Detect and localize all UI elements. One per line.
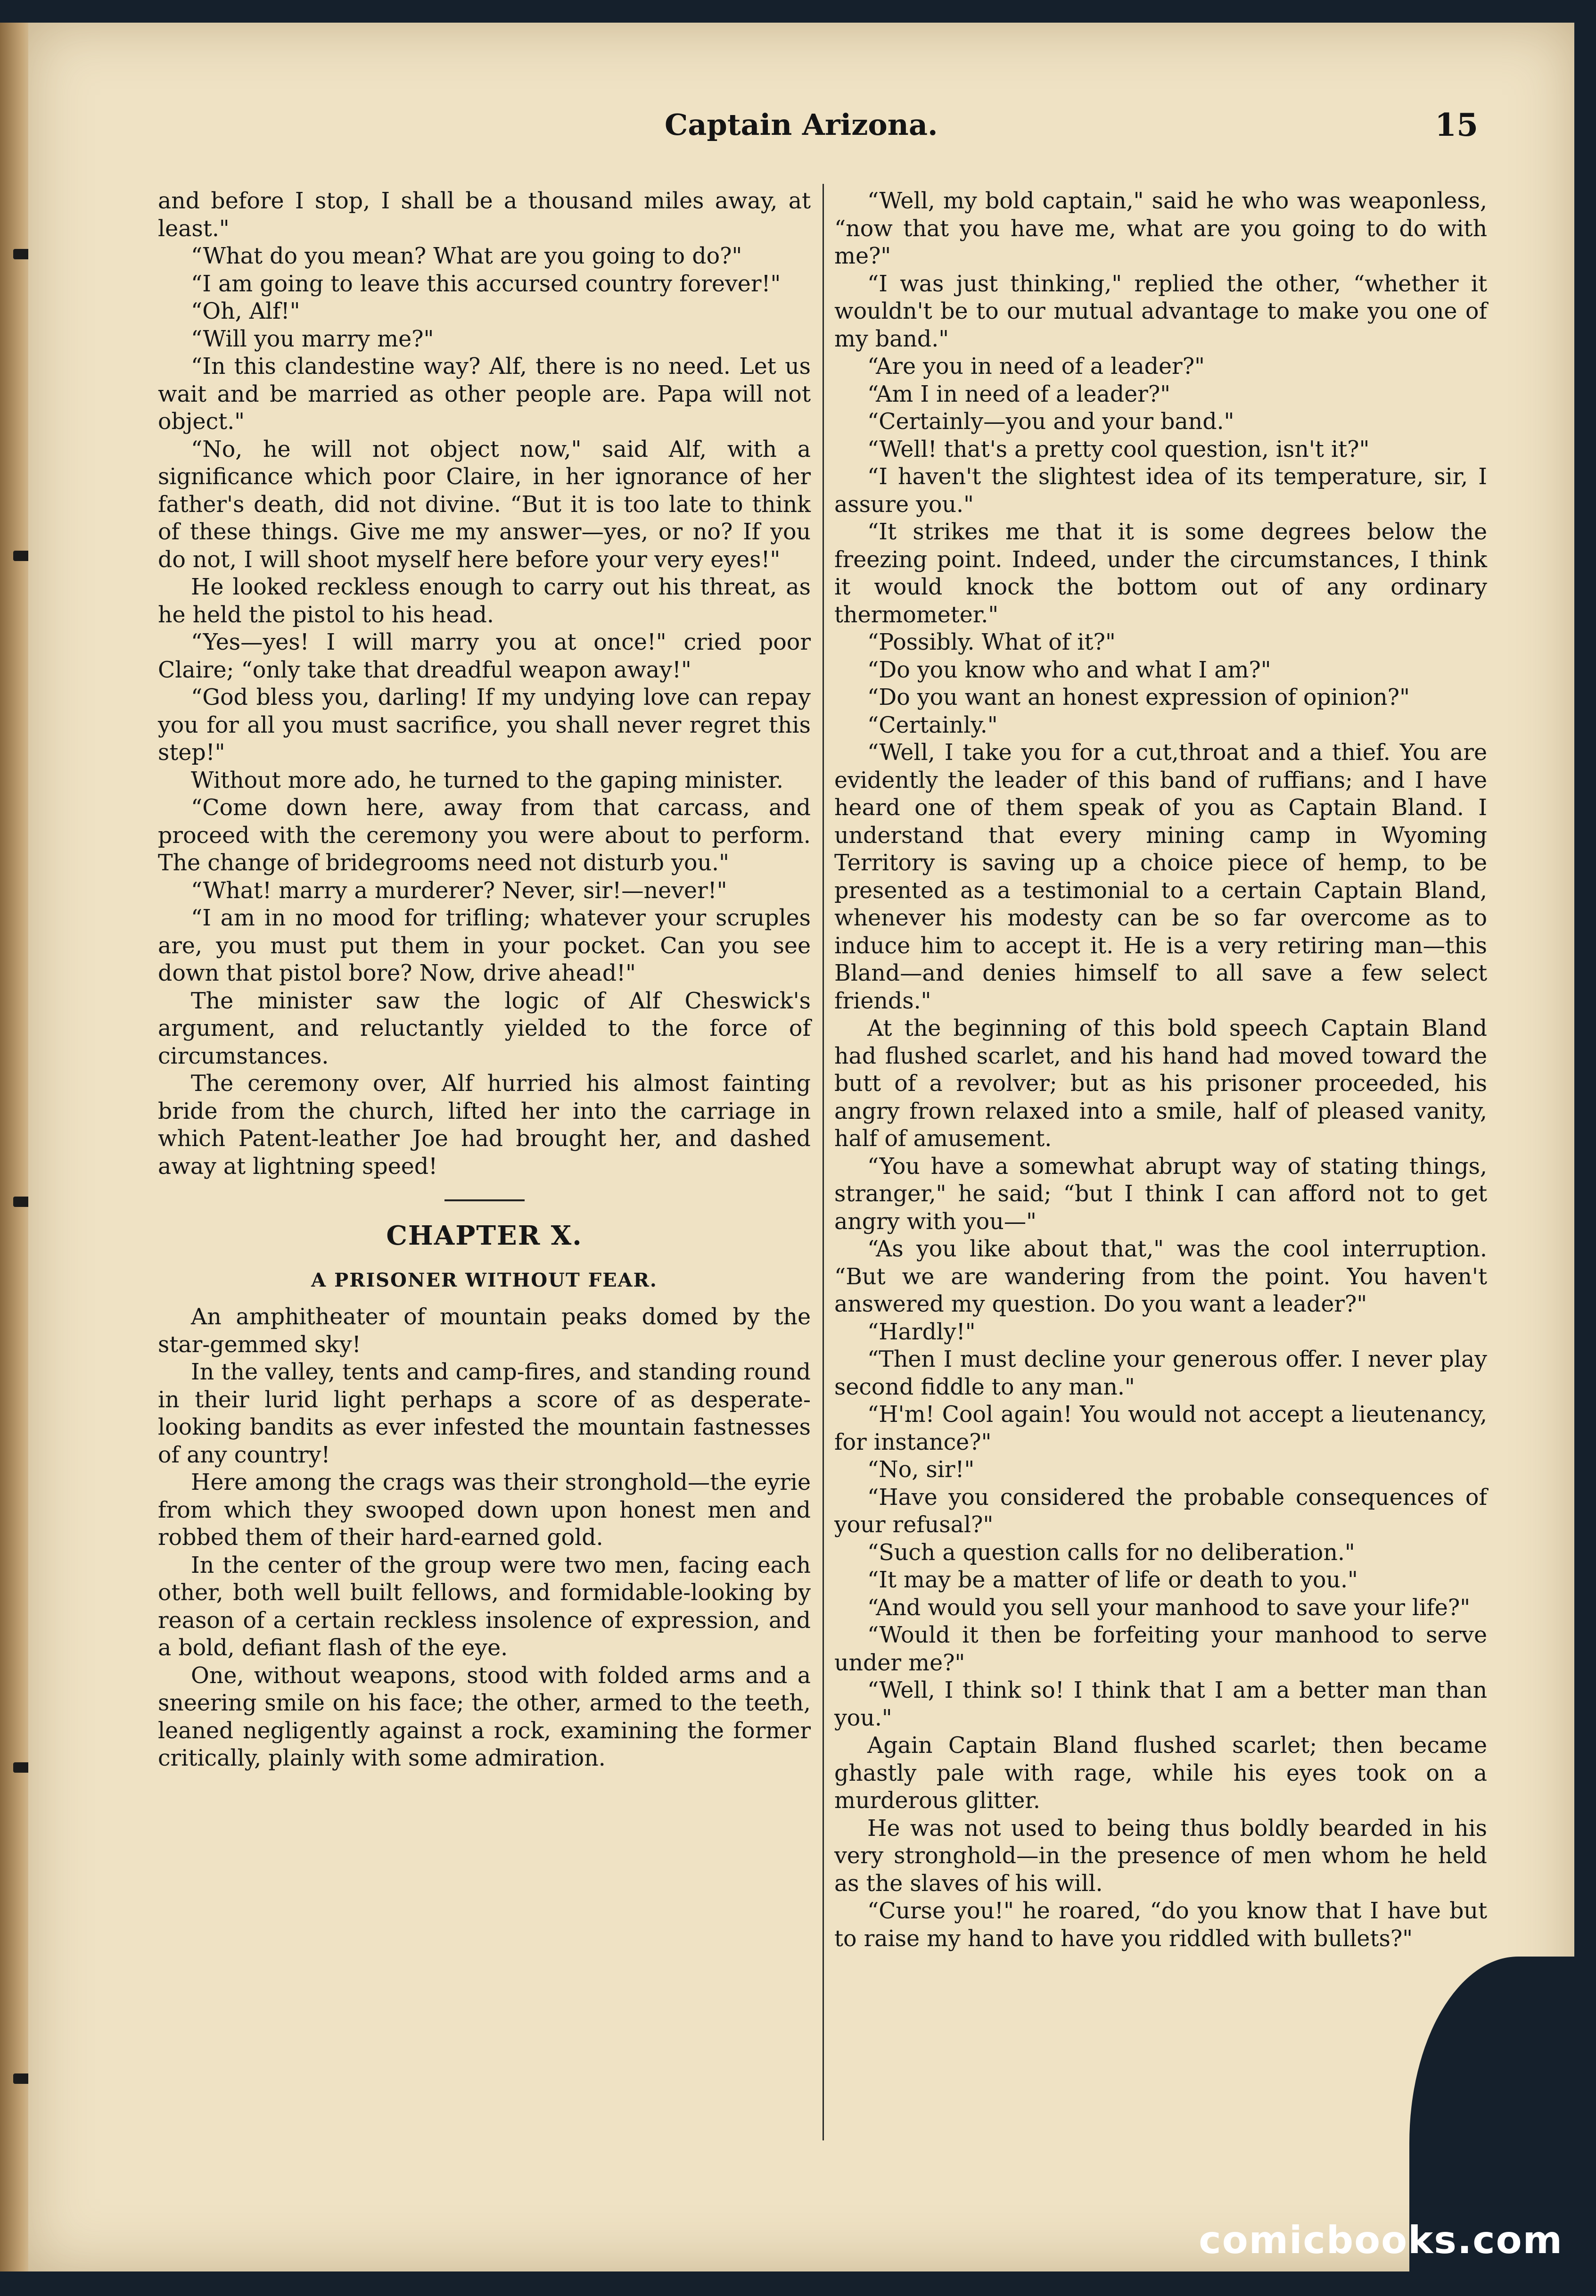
paragraph: “Certainly." [867, 712, 998, 738]
paragraph: One, without weapons, stood with folded arms and a sneering smile on his face; the other, armed to the teeth, leaned negligently against a rock, examining the former critically, plainly with some admiration. [158, 1662, 811, 1771]
paragraph: “Hardly!" [867, 1319, 976, 1345]
paragraph: “No, he will not object now," said Alf, with a significance which poor Claire, in her ignorance of her father's death, did not divine. “But it is too late to think of these things. Give me my answer—yes, or no? If you do not, I will shoot myself here before your very eyes!" [158, 436, 811, 573]
paragraph: “Well! that's a pretty cool question, isn't it?" [867, 436, 1370, 463]
paragraph: “Certainly—you and your band." [867, 409, 1234, 435]
paragraph: The minister saw the logic of Alf Cheswick's argument, and reluctantly yielded to the force of circumstances. [158, 988, 811, 1069]
paragraph: “I haven't the slightest idea of its temperature, sir, I assure you." [834, 464, 1487, 518]
paragraph: “H'm! Cool again! You would not accept a lieutenancy, for instance?" [834, 1402, 1487, 1455]
watermark: comicbooks.com [1199, 2218, 1563, 2262]
paragraph: “In this clandestine way? Alf, there is no need. Let us wait and be married as other people are. Papa will not object." [158, 354, 811, 435]
chapter-text [158, 1304, 811, 1773]
chapter-subtitle: A PRISONER WITHOUT FEAR. [311, 1269, 658, 1291]
chapter-separator-rule [444, 1199, 525, 1201]
paragraph: In the valley, tents and camp-fires, and standing round in their lurid light perhaps a score of as desperate-looking bandits as ever infested the mountain fastnesses of any country! [158, 1359, 811, 1468]
paragraph: An amphitheater of mountain peaks domed by the star-gemmed sky! [158, 1304, 811, 1358]
paragraph: Again Captain Bland flushed scarlet; then became ghastly pale with rage, while his eyes took on a murderous glitter. [834, 1733, 1487, 1814]
paragraph: “I am in no mood for trifling; whatever your scruples are, you must put them in your pocket. Can you see down that pistol bore? Now, drive ahead!" [158, 905, 811, 986]
paragraph: “What! marry a murderer? Never, sir!—never!" [191, 877, 727, 904]
paragraph: “Curse you!" he roared, “do you know that I have but to raise my hand to have you riddled with bullets?" [834, 1898, 1487, 1952]
paragraph: “Are you in need of a leader?" [867, 354, 1205, 380]
running-head: Captain Arizona. [665, 107, 938, 142]
page-number: 15 [1435, 107, 1478, 143]
column-divider [823, 184, 824, 2140]
paragraph: “Oh, Alf!" [191, 298, 300, 324]
paragraph: “Come down here, away from that carcass, and proceed with the ceremony you were about to perform. The change of bridegrooms need not disturb you." [158, 795, 811, 876]
paragraph: “Such a question calls for no deliberation." [867, 1539, 1355, 1566]
paragraph: “What do you mean? What are you going to do?" [191, 243, 742, 269]
paragraph: “Well, my bold captain," said he who was weaponless, “now that you have me, what are you going to do with me?" [834, 188, 1487, 269]
paragraph: “I was just thinking," replied the other, “whether it wouldn't be to our mutual advantage to make you one of my band." [834, 271, 1487, 352]
paragraph: “Do you want an honest expression of opinion?" [867, 685, 1410, 710]
paragraph: “You have a somewhat abrupt way of stating things, stranger," he said; “but I think I can afford not to get angry with you—" [834, 1153, 1487, 1235]
paragraph: Without more ado, he turned to the gaping minister. [191, 767, 784, 793]
paragraph: “Yes—yes! I will marry you at once!" cried poor Claire; “only take that dreadful weapon away!" [158, 629, 811, 683]
paragraph: He looked reckless enough to carry out his threat, as he held the pistol to his head. [158, 574, 811, 628]
paragraph: “And would you sell your manhood to save your life?" [867, 1594, 1471, 1621]
paragraph: “Possibly. What of it?" [867, 629, 1116, 655]
paragraph: The ceremony over, Alf hurried his almost fainting bride from the church, lifted her into the carriage in which Patent-leather Joe had brought her, and dashed away at lightning speed! [158, 1071, 811, 1180]
paragraph: “It strikes me that it is some degrees below the freezing point. Indeed, under the circumstances, I think it would knock the bottom out of any ordinary thermometer." [834, 519, 1487, 628]
paragraph: “Will you marry me?" [191, 326, 434, 352]
paragraph: and before I stop, I shall be a thousand miles away, at least." [158, 188, 811, 242]
paragraph: “As you like about that," was the cool interruption. “But we are wandering from the point. You haven't answered my question. Do you want a leader?" [834, 1236, 1487, 1317]
paragraph: “I am going to leave this accursed country forever!" [191, 271, 781, 297]
paragraph: He was not used to being thus boldly bearded in his very stronghold—in the presence of men whom he held as the slaves of his will. [834, 1815, 1487, 1897]
paragraph: “Have you considered the probable consequences of your refusal?" [834, 1484, 1487, 1538]
paragraph: “Then I must decline your generous offer. I never play second fiddle to any man." [834, 1346, 1487, 1400]
paragraph: In the center of the group were two men, facing each other, both well built fellows, and formidable-looking by reason of a certain reckless insolence of expression, and a bold, defiant flash of the eye. [158, 1552, 811, 1661]
paragraph: “Am I in need of a leader?" [867, 381, 1171, 407]
paragraph: “God bless you, darling! If my undying love can repay you for all you must sacrifice, you shall never regret this step!" [158, 685, 811, 766]
paragraph: “Well, I think so! I think that I am a better man than you." [834, 1677, 1487, 1731]
paragraph: “No, sir!" [867, 1457, 975, 1483]
paragraph: At the beginning of this bold speech Captain Bland had flushed scarlet, and his hand had moved toward the butt of a revolver; but as his prisoner proceeded, his angry frown relaxed into a smile, half of pleased vanity, half of amusement. [834, 1016, 1487, 1152]
right-column [834, 188, 1487, 1953]
paragraph: “Would it then be forfeiting your manhood to serve under me?" [834, 1622, 1487, 1676]
right-column-text [834, 188, 1487, 1953]
paragraph: “Do you know who and what I am?" [867, 657, 1271, 683]
left-column-text [158, 188, 811, 1181]
chapter-title: CHAPTER X. [386, 1220, 583, 1251]
paragraph: “Well, I take you for a cut,throat and a thief. You are evidently the leader of this band of ruffians; and I have heard one of them speak of you as Captain Bland. I understand that every mining camp in Wyoming Territory is saving up a choice piece of hemp, to be presented as a testimonial to a certain Captain Bland, whenever his modesty can be so far overcome as to induce him to accept it. He is a very retiring man—this Bland—and denies himself to all save a few select friends." [834, 740, 1487, 1014]
left-column [158, 188, 811, 1773]
paragraph: “It may be a matter of life or death to you." [867, 1567, 1358, 1593]
paragraph: Here among the crags was their stronghold—the eyrie from which they swooped down upon honest men and robbed them of their hard-earned gold. [158, 1470, 811, 1551]
